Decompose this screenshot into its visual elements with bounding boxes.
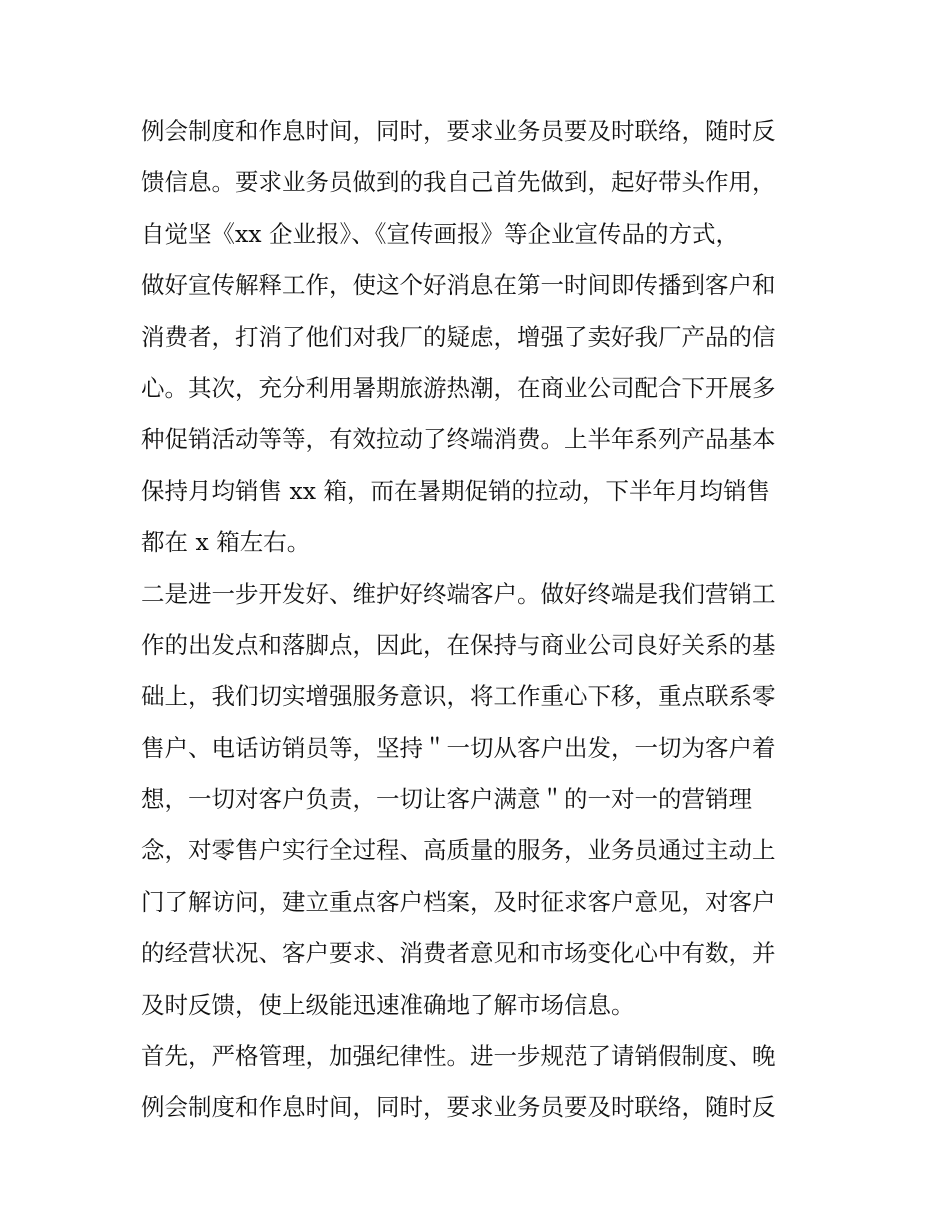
text-line-17: 的经营状况、客户要求、消费者意见和市场变化心中有数，并 [141,939,776,968]
text-line-13: 售户、电话访销员等，坚持＂一切从客户出发，一切为客户着 [141,733,776,762]
text-line-2: 馈信息。要求业务员做到的我自己首先做到，起好带头作用， [141,168,776,197]
text-line-11: 作的出发点和落脚点，因此，在保持与商业公司良好关系的基 [141,630,776,659]
text-line-4: 做好宣传解释工作，使这个好消息在第一时间即传播到客户和 [141,271,776,300]
text-line-12: 础上，我们切实增强服务意识，将工作重心下移，重点联系零 [141,682,776,711]
text-line-19: 首先，严格管理，加强纪律性。进一步规范了请销假制度、晚 [141,1042,776,1071]
body-text [141,106,821,1134]
text-line-6: 心。其次，充分利用暑期旅游热潮，在商业公司配合下开展多 [141,373,776,402]
text-line-15: 念，对零售户实行全过程、高质量的服务，业务员通过主动上 [141,836,776,865]
text-line-20: 例会制度和作息时间，同时，要求业务员要及时联络，随时反 [141,1093,776,1122]
text-line-10: 二是进一步开发好、维护好终端客户。做好终端是我们营销工 [141,579,776,608]
text-line-8: 保持月均销售 xx 箱，而在暑期促销的拉动，下半年月均销售 [141,476,770,505]
text-line-1: 例会制度和作息时间，同时，要求业务员要及时联络，随时反 [141,117,776,145]
text-line-9: 都在 x 箱左右。 [141,528,311,557]
text-line-5: 消费者，打消了他们对我厂的疑虑，增强了卖好我厂产品的信 [141,322,776,351]
text-line-18: 及时反馈，使上级能迅速准确地了解市场信息。 [141,990,635,1019]
text-line-3: 自觉坚《xx 企业报》、《宣传画报》等企业宣传品的方式， [141,219,739,248]
text-line-16: 门了解访问，建立重点客户档案，及时征求客户意见，对客户 [141,887,776,916]
text-line-14: 想，一切对客户负责，一切让客户满意＂的一对一的营销理 [141,785,752,814]
text-line-7: 种促销活动等等，有效拉动了终端消费。上半年系列产品基本 [141,425,776,454]
